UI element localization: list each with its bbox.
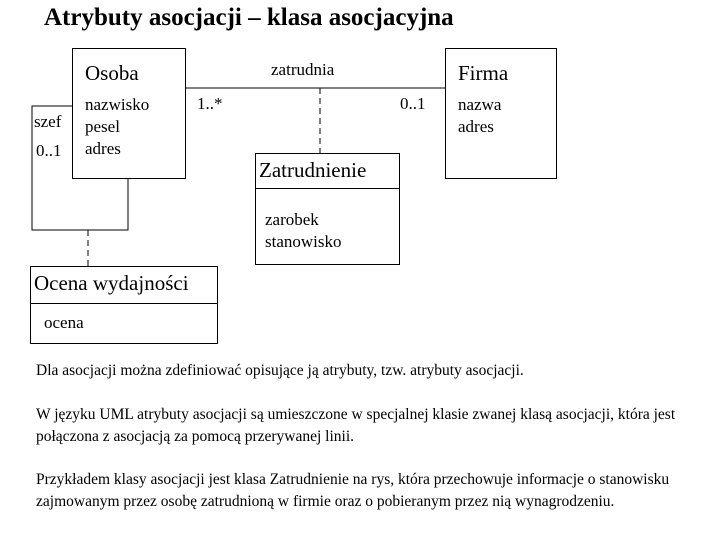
- role-szef-multiplicity: 0..1: [36, 141, 62, 160]
- multiplicity-osoba: 1..*: [197, 94, 223, 113]
- class-osoba-attr: adres: [85, 139, 121, 158]
- class-firma-name: Firma: [458, 61, 509, 85]
- class-zatrudnienie-divider: [256, 188, 399, 189]
- paragraph: Dla asocjacji można zdefiniować opisujące ją atrybuty, tzw. atrybuty asocjacji.: [36, 362, 524, 379]
- class-zatrudnienie-attr: stanowisko: [265, 232, 342, 251]
- class-firma-attr: nazwa: [458, 95, 502, 114]
- class-ocena-name: Ocena wydajności: [34, 271, 189, 295]
- class-ocena-wydajnosci: [30, 266, 218, 344]
- class-osoba-attr: pesel: [85, 117, 120, 136]
- class-ocena-divider: [31, 303, 217, 304]
- class-firma-attr: adres: [458, 117, 494, 136]
- page-title: Atrybuty asocjacji – klasa asocjacyjna: [44, 4, 454, 31]
- class-osoba-name: Osoba: [85, 61, 139, 85]
- class-zatrudnienie-attr: zarobek: [265, 210, 319, 229]
- class-ocena-attr: ocena: [44, 313, 84, 332]
- class-zatrudnienie-name: Zatrudnienie: [259, 158, 367, 182]
- multiplicity-firma: 0..1: [400, 94, 426, 113]
- class-zatrudnienie: [255, 153, 400, 265]
- class-firma: [445, 48, 557, 179]
- class-osoba-attr: nazwisko: [85, 95, 150, 114]
- association-label: zatrudnia: [271, 60, 335, 79]
- paragraph: Przykładem klasy asocjacji jest klasa Zatrudnienie na rys, która przechowuje informacje o stanowisku zajmowanym przez osobę zatrudnioną w firmie oraz o pobieranym przez nią wynagrodzeniu.: [36, 471, 670, 510]
- role-szef-label: szef: [34, 112, 62, 131]
- class-osoba: [72, 48, 186, 179]
- paragraph: W języku UML atrybuty asocjacji są umieszczone w specjalnej klasie zwanej klasą asocjacji, która jest połączona z asocjacją za pomocą przerywanej linii.: [36, 406, 676, 445]
